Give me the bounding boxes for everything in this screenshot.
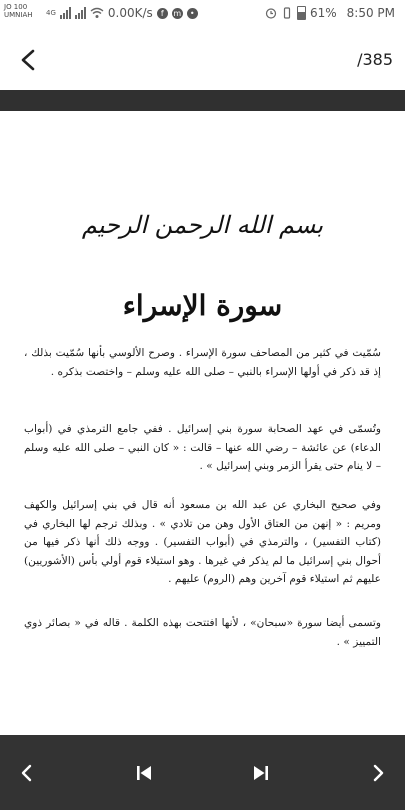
paragraph-1: سُمّيت في كثير من المصاحف سورة الإسراء . وصرح الألوسي بأنها سُمّيت بذلك ، إذ قد ذكر في أولها الإسراء بالنبي – صلى الله عليه وسلم – واختصت بذكره . bbox=[24, 347, 381, 378]
first-page-button[interactable] bbox=[126, 755, 162, 791]
status-right-group bbox=[265, 6, 395, 20]
paragraph-3: وفي صحيح البخاري عن عبد الله بن مسعود أنه قال في بني إسرائيل والكهف ومريم : « إنهن من العتاق الأول وهن من تلادي » . وبذلك ترجم لها البخاري في (كتاب التفسير) ، والترمذي في (أبواب التفسير) . ووجه ذلك أنها ذكر فيها من أحوال بني إسرائيل ما لم يذكر في غيرها . وهو استيلاء قوم أولي بأس (الأشوريين) عليهم ثم استيلاء قوم آخرين وهم (الروم) عليهم . bbox=[24, 499, 381, 585]
status-left-group bbox=[46, 6, 198, 20]
network-type: 4G bbox=[46, 9, 56, 17]
alarm-icon bbox=[265, 7, 277, 19]
network-speed: 0.00K/s bbox=[107, 6, 153, 20]
chevron-left-icon bbox=[19, 764, 35, 782]
vibrate-icon bbox=[281, 7, 293, 19]
carrier-info bbox=[4, 3, 33, 19]
location-icon: • bbox=[187, 8, 198, 19]
last-page-button[interactable] bbox=[243, 755, 279, 791]
signal-icon bbox=[60, 7, 71, 19]
chevron-left-icon bbox=[18, 49, 38, 71]
header-band bbox=[0, 90, 405, 111]
battery-percent: 61% bbox=[309, 6, 337, 20]
skip-previous-icon bbox=[134, 763, 154, 783]
status-time: 8:50 PM bbox=[346, 6, 395, 20]
app-header bbox=[0, 30, 405, 90]
status-bar bbox=[0, 0, 405, 30]
paragraph-4: وتسمى أيضا سورة «سبحان» ، لأنها افتتحت بهذه الكلمة . قاله في « بصائر ذوي التمييز » . bbox=[24, 617, 381, 648]
paragraph-2: وتُسمّى في عهد الصحابة سورة بني إسرائيل . ففي جامع الترمذي في (أبواب الدعاء) عن عائشة – رضي الله عنها – قالت : « كان النبي – صلى الله عليه وسلم – لا ينام حتى يقرأ الزمر وبني إسرائيل » . bbox=[24, 423, 381, 472]
bottom-nav-bar bbox=[0, 735, 405, 810]
next-page-button[interactable] bbox=[360, 755, 396, 791]
signal-icon-2 bbox=[75, 7, 86, 19]
prev-page-button[interactable] bbox=[9, 755, 45, 791]
chevron-right-icon bbox=[370, 764, 386, 782]
surah-title: سورة الإسراء bbox=[122, 289, 283, 322]
back-button[interactable] bbox=[10, 42, 46, 78]
battery-icon bbox=[297, 6, 306, 20]
carrier-line-1: JO 100 bbox=[4, 3, 28, 11]
page-counter: /385 bbox=[357, 50, 393, 69]
scanned-page[interactable] bbox=[0, 111, 405, 735]
basmala: بسم الله الرحمن الرحيم bbox=[81, 211, 324, 239]
wifi-icon bbox=[90, 7, 104, 19]
skip-next-icon bbox=[251, 763, 271, 783]
facebook-icon: f bbox=[157, 8, 168, 19]
carrier-line-2: UMNIAH bbox=[4, 11, 33, 19]
messenger-icon: m bbox=[173, 8, 182, 18]
